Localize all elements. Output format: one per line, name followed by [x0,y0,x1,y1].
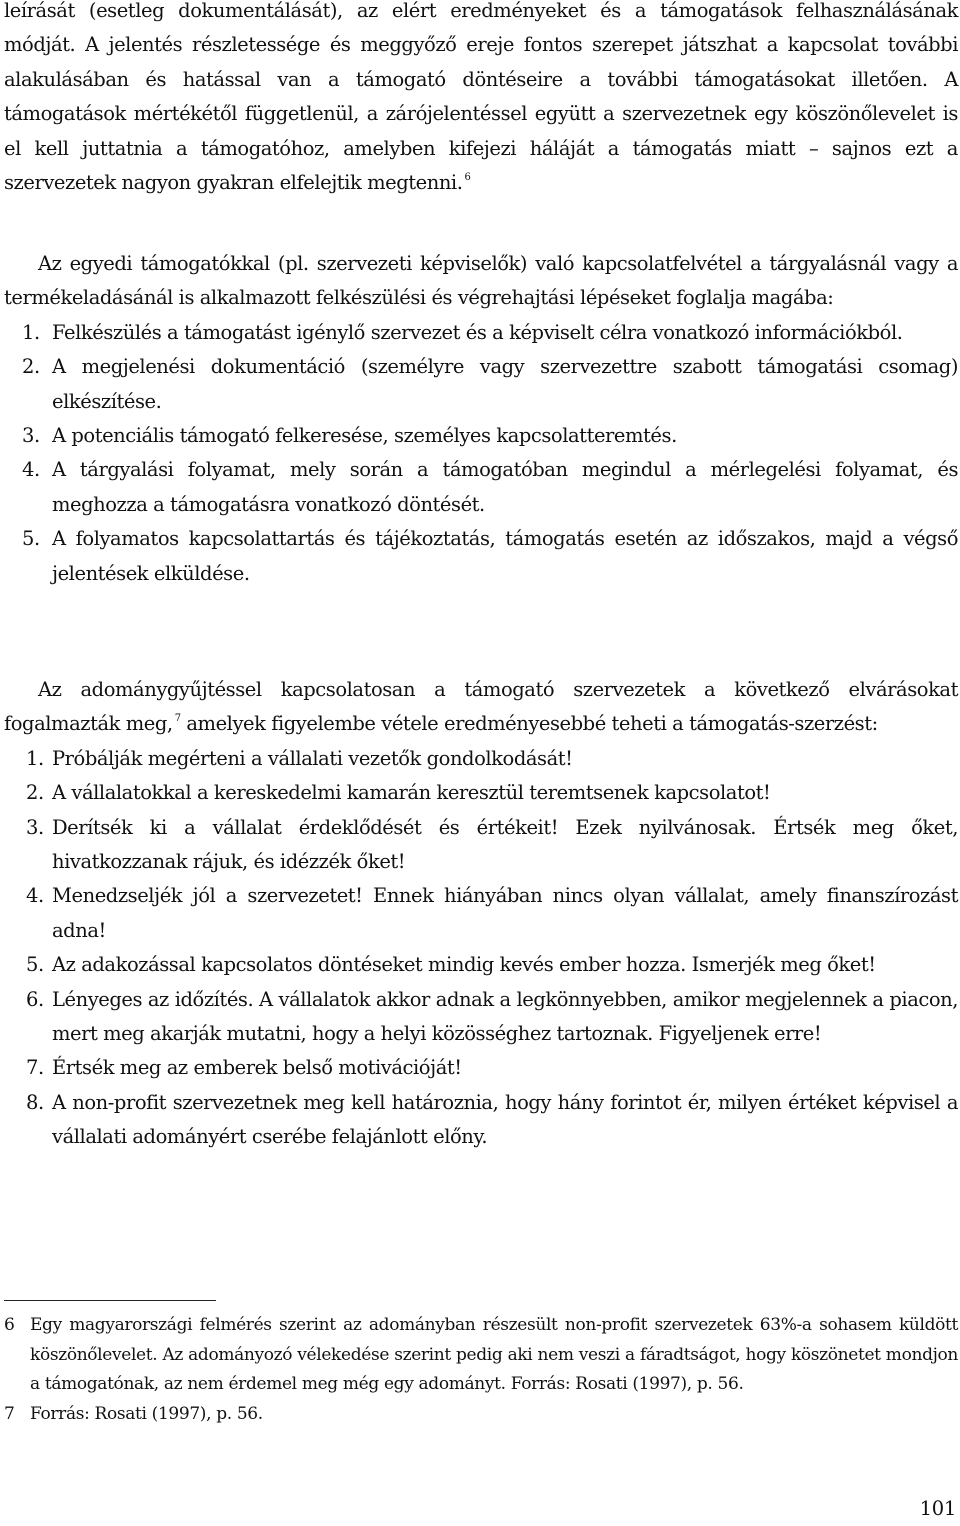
list-item [4,350,958,419]
footnote-number: 7 [4,1403,15,1424]
footnote-divider [4,1300,216,1301]
list-number: 8. [26,1090,44,1114]
footnote-reference[interactable]: 7 [174,713,181,725]
list-item [4,453,958,522]
footnote-reference[interactable]: 6 [464,172,471,184]
list-number: 5. [26,953,44,977]
footnote-number: 6 [4,1315,15,1335]
section-intro: Az egyedi támogatókkal (pl. szervezeti képviselők) való kapcsolatfelvétel a tárgyalásnál vagy a termékeladásánál is alkalmazott felkészülési és végrehajtási lépéseket foglalja magába: [4,252,958,310]
list-text: Az adakozással kapcsolatos döntéseket mindig kevés ember hozza. Ismerjék meg őket! [52,953,876,977]
list-number: 3. [22,424,40,448]
list-text: Próbálják megérteni a vállalati vezetők gondolkodását! [52,746,573,770]
list-item [4,776,958,810]
paragraph-text [4,0,958,200]
list-number: 4. [22,458,40,482]
paragraph-body: leírását (esetleg dokumentálását), az elért eredményeket és a támogatások felhasználásának módját. A jelentés részletessége és meggyőző ereje fontos szerepet játszhat a kapcsolat további alakulásában és hatással van a támogató döntéseire a további támogatásokat illetően. A támogatások mértékétől függetlenül, a zárójelentéssel együtt a szervezetnek egy köszönőlevelet is el kell juttatnia a támogatóhoz, amelyben kifejezi háláját a támogatás miatt – sajnos ezt a szervezetek nagyon gyakran elfelejtik megtenni. [4,0,958,195]
list-text: Értsék meg az emberek belső motivációját! [52,1056,462,1080]
list-text: A megjelenési dokumentáció (személyre vagy szervezettre szabott támogatási csomag) elkészítése. [52,355,958,413]
page-number: 101 [919,1497,956,1520]
list-text: Felkészülés a támogatást igénylő szervezet és a képviselt célra vonatkozó információkból. [52,320,903,344]
footnote [4,1311,958,1400]
paragraph-continued [4,0,958,200]
list-item [4,419,958,453]
list-text: Menedzseljék jól a szervezetet! Ennek hiányában nincs olyan vállalat, amely finanszírozást adna! [52,884,958,942]
list-item [4,879,958,948]
list-text: Lényeges az időzítés. A vállalatok akkor adnak a legkönnyebben, amikor megjelennek a piacon, mert meg akarják mutatni, hogy a helyi közösséghez tartoznak. Figyeljenek erre! [52,987,958,1046]
section-intro [4,673,958,742]
section-contact-steps [4,247,958,591]
list-number: 7. [26,1056,44,1080]
list-number: 2. [22,355,40,379]
list-number: 4. [26,884,44,908]
footnote-text: Egy magyarországi felmérés szerint az adományban részesült non-profit szervezetek 63%-a sohasem küldött köszönőlevelet. Az adományozó vélekedése szerint pedig aki nem veszi a fáradtságot, hogy köszönetet mondjon a támogatónak, az nem érdemel meg még egy adományt. Forrás: Rosati (1997), p. 56. [30,1315,958,1395]
list-text: A vállalatokkal a kereskedelmi kamarán keresztül teremtsenek kapcsolatot! [52,781,771,805]
list-number: 2. [26,781,44,805]
list-number: 5. [22,527,40,551]
list-text: Derítsék ki a vállalat érdeklődését és értékeit! Ezek nyilvánosak. Értsék meg őket, hivatkozzanak rájuk, és idézzék őket! [52,815,958,874]
section-supporter-expectations [4,673,958,1155]
list-text: A folyamatos kapcsolattartás és tájékoztatás, támogatás esetén az időszakos, majd a végső jelentések elküldése. [52,527,958,585]
list-number: 1. [22,320,40,344]
list-item [4,1086,958,1155]
intro-text: Az adománygyűjtéssel kapcsolatosan a támogató szervezetek a következő elvárásokat fogalmazták meg, [4,678,958,736]
list-text: A tárgyalási folyamat, mely során a támogatóban megindul a mérlegelési folyamat, és meghozza a támogatásra vonatkozó döntését. [52,458,958,516]
list-item [4,948,958,982]
list-item [4,522,958,591]
steps-list [4,316,958,591]
intro-text-continued: amelyek figyelembe vétele eredményesebbé teheti a támogatás-szerzést: [186,712,878,736]
expectations-list [4,742,958,1155]
list-item [4,983,958,1052]
list-number: 1. [26,746,44,770]
list-text: A non-profit szervezetnek meg kell határoznia, hogy hány forintot ér, milyen értéket képvisel a vállalati adományért cserébe felajánlott előny. [52,1090,958,1149]
list-number: 3. [26,815,44,839]
list-item [4,742,958,776]
list-number: 6. [26,987,44,1011]
footnote [4,1400,958,1430]
footnotes [4,1311,958,1429]
list-item [4,811,958,880]
list-text: A potenciális támogató felkeresése, személyes kapcsolatteremtés. [52,424,677,448]
list-item [4,316,958,350]
list-item [4,1051,958,1085]
footnote-text: Forrás: Rosati (1997), p. 56. [30,1403,263,1424]
